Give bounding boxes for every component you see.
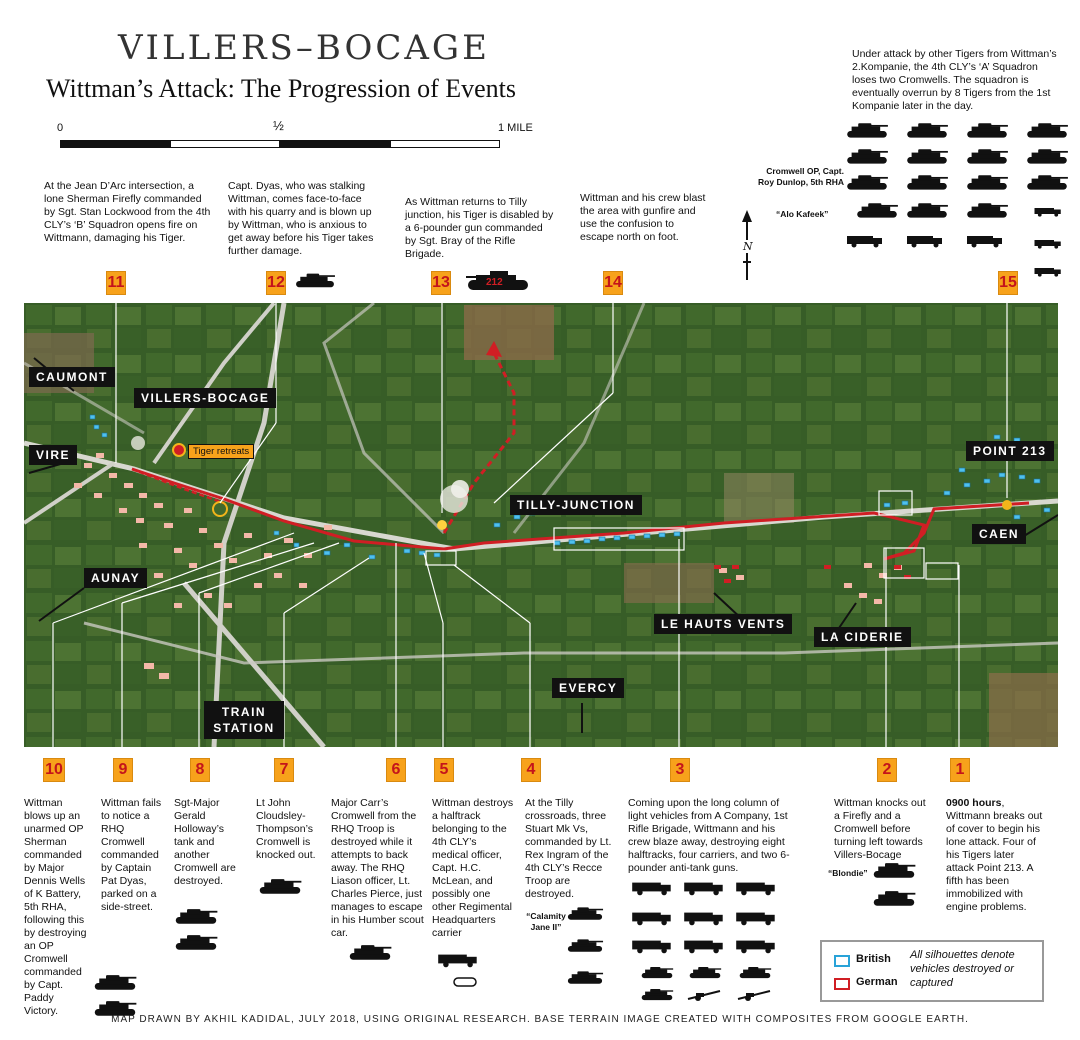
tank-212-icon: [466, 270, 530, 292]
north-label: N: [743, 240, 753, 253]
legend-german: German: [856, 976, 898, 988]
legend-note: All silhouettes denote vehicles destroyed or captured: [910, 949, 1015, 989]
event-4-text: At the Tilly crossroads, three Stuart Mk Vs, commanded by Lt. Rex Ingram of the 4th CLY’s Recce Troop are destroyed.: [525, 797, 612, 900]
label-villers-bocage: VILLERS-BOCAGE: [134, 388, 276, 408]
scale-one: 1 MILE: [498, 122, 533, 134]
blondie-label: “Blondie”: [828, 868, 868, 878]
event-14-text: Wittman and his crew blast the area with gunfire and use the confusion to escape north on foot.: [580, 192, 706, 243]
vehicles-5-icon: [436, 950, 482, 994]
event-1-body: , Wittmann breaks out of cover to begin his lone attack. Four of his Tigers later attack Point 213. A fifth has been immobilized with engine problems.: [946, 797, 1043, 913]
event-1-time: 0900 hours: [946, 797, 1002, 809]
event-13-text: As Wittman returns to Tilly junction, his Tiger is disabled by a 6-pounder gun commanded by Sgt. Bray of the Rifle Brigade.: [405, 196, 554, 260]
label-la-ciderie: LA CIDERIE: [814, 627, 911, 647]
vehicles-3-icon: [630, 878, 780, 1006]
legend-british: British: [856, 953, 891, 965]
event-4-number: 4: [521, 758, 541, 782]
event-2-text: Wittman knocks out a Firefly and a Cromwell before turning left towards Villers-Bocage: [834, 797, 926, 861]
event-11-text: At the Jean D’Arc intersection, a lone Sherman Firefly commanded by Sgt. Stan Lockwood from the 4th CLY’s ‘B’ Squadron opens fire on Wittmann, damaging his Tiger.: [44, 180, 211, 244]
event-15-vehicles: [845, 118, 1075, 288]
event-10-number: 10: [43, 758, 65, 782]
event-13-number: 13: [431, 271, 451, 295]
event-3-text: Coming upon the long column of light vehicles from A Company, 1st Rifle Brigade, Wittmann and his crew blaze away, destroying eight halftracks, four carriers, and two 6-pounder anti-tank guns.: [628, 797, 790, 874]
event-2-number: 2: [877, 758, 897, 782]
tanks-8-icon: [172, 906, 224, 956]
label-point-213: POINT 213: [966, 441, 1054, 461]
scale-zero: 0: [57, 122, 64, 134]
event-14-number: 14: [603, 271, 623, 295]
tanks-4-icon: [566, 906, 606, 996]
event-5-number: 5: [434, 758, 454, 782]
map-credit: MAP DRAWN BY AKHIL KADIDAL, JULY 2018, USING ORIGINAL RESEARCH. BASE TERRAIN IMAGE CREATED WITH COMPOSITES FROM GOOGLE EARTH.: [111, 1014, 969, 1025]
event-12-number: 12: [266, 271, 286, 295]
event-7-text: Lt John Cloudsley-Thompson’s Cromwell is knocked out.: [256, 797, 316, 861]
cromwell-op-label: Cromwell OP, Capt. Roy Dunlop, 5th RHA: [758, 166, 844, 187]
label-tiger-retreats: Tiger retreats: [188, 444, 254, 459]
calamity-jane-label: “Calamity Jane II”: [526, 911, 566, 932]
label-caen: CAEN: [972, 524, 1026, 544]
tank-12-icon: [294, 272, 336, 290]
event-9-number: 9: [113, 758, 133, 782]
label-caumont: CAUMONT: [29, 367, 115, 387]
legend: [820, 940, 1044, 1002]
scale-half: ½: [273, 118, 284, 133]
event-12-text: Capt. Dyas, who was stalking Wittman, comes face-to-face with his quarry and is blown up by Wittman, who is anxious to get away before his Tiger takes further damage.: [228, 180, 374, 257]
tank-7-icon: [256, 876, 306, 898]
label-le-hauts-vents: LE HAUTS VENTS: [654, 614, 792, 634]
event-8-text: Sgt-Major Gerald Holloway’s tank and another Cromwell are destroyed.: [174, 797, 236, 887]
event-15-number: 15: [998, 271, 1018, 295]
event-6-number: 6: [386, 758, 406, 782]
scale-bar: [60, 140, 500, 150]
german-swatch: [834, 978, 850, 990]
event-11-number: 11: [106, 271, 126, 295]
event-9-text: Wittman fails to notice a RHQ Cromwell commanded by Captain Pat Dyas, parked on a side-street.: [101, 797, 162, 913]
terrain-map: [24, 303, 1058, 747]
british-swatch: [834, 955, 850, 967]
tanks-2-icon: [870, 860, 922, 914]
tank-212-label: 212: [486, 277, 503, 288]
event-7-number: 7: [274, 758, 294, 782]
event-8-number: 8: [190, 758, 210, 782]
event-6-text: Major Carr’s Cromwell from the RHQ Troop is destroyed while it attempts to back away. The RHQ Liason officer, Lt. Charles Pierce, just manages to escape in his Humber scout car.: [331, 797, 424, 939]
page-title: VILLERS–BOCAGE: [118, 28, 490, 68]
event-1-number: 1: [950, 758, 970, 782]
page-subtitle: Wittman’s Attack: The Progression of Events: [46, 74, 517, 103]
label-evercy: EVERCY: [552, 678, 624, 698]
event-5-text: Wittman destroys a halftrack belonging to the 4th CLY’s medical officer, Capt. H.C. McLean, and possibly one other Regimental Headquarters carrier: [432, 797, 514, 939]
event-3-number: 3: [670, 758, 690, 782]
tank-6-icon: [346, 942, 396, 964]
event-15-text: Under attack by other Tigers from Wittman’s 2.Kompanie, the 4th CLY’s ‘A’ Squadron loses two Cromwells. The squadron is eventually overrun by 8 Tigers from the 1st Kompanie later in the day.: [852, 48, 1057, 112]
label-tilly-junction: TILLY-JUNCTION: [510, 495, 642, 515]
event-10-text: Wittman blows up an unarmed OP Sherman commanded by Major Dennis Wells of K Battery, 5th RHA, following this by destroying an OP Cromwell commanded by Capt. Paddy Victory.: [24, 797, 87, 1017]
label-train-station: TRAIN STATION: [204, 701, 284, 739]
label-vire: VIRE: [29, 445, 77, 465]
alo-kafeek-label: “Alo Kafeek”: [776, 209, 829, 219]
event-1-text: [946, 797, 1044, 914]
label-aunay: AUNAY: [84, 568, 147, 588]
